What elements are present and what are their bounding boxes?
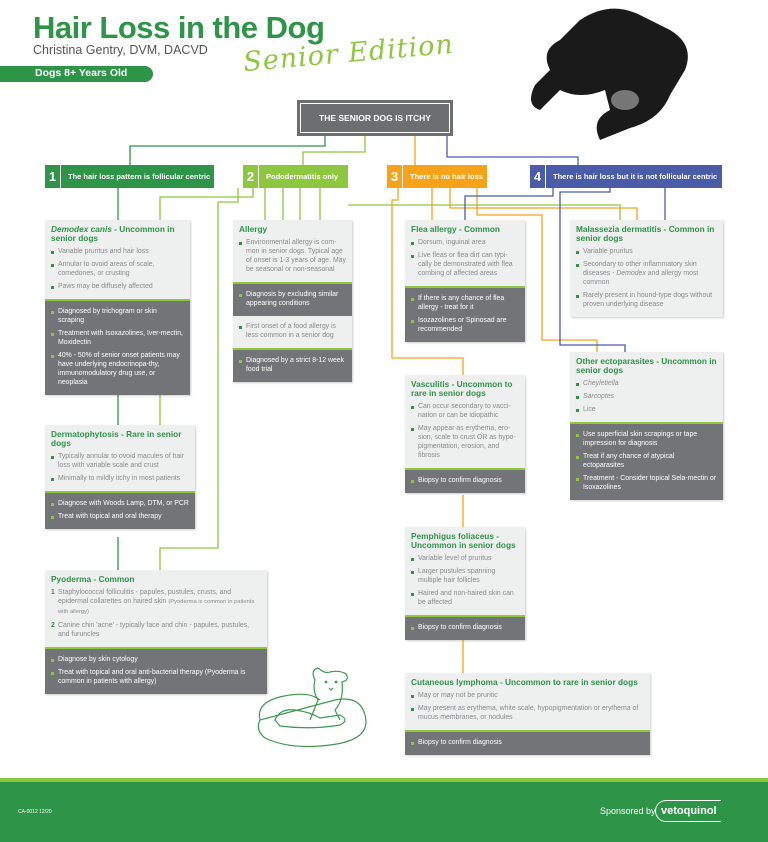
category-number: 3 [387,165,403,188]
author: Christina Gentry, DVM, DACVD [33,43,208,57]
card-title: Vasculitis - Uncommon to rare in senior dogs [411,379,513,398]
action-item: Diagnosed by a strict 8-12 week food trial [239,356,346,374]
sign-item: Annular to ovoid areas of scale, comedones, or crusting [51,260,184,278]
action-item: Diagnose with Woods Lamp, DTM, or PCR [51,499,189,508]
sign-item: Paws may be diffusely affected [51,282,184,291]
sign-item: Rarely present in hound-type dogs without proven underlying disease [576,291,717,309]
sign-item: Minimally to mildly itchy in most patients [51,474,189,483]
category-label: There is no hair loss [410,172,483,181]
action-item: Treatment with Isoxazolines, Iver-mectin, Moxidectin [51,329,184,347]
sign-item: Dorsum, inguinal area [411,238,519,247]
card-vasculitis [405,375,525,493]
card-title: Malassezia dermatitis - Common in senior dogs [576,224,715,243]
sign-item: May appear as erythema, ero-sion, scale to crust OR as hypo-pigmentation, erosion, and fibrosis [411,424,519,460]
sign-item: First onset of a food allergy is less common in a senior dog [239,322,346,340]
action-item: 40% - 50% of senior onset patients may have underlying endocrinopa-thy, immunomodulatory drug use, or neoplasia [51,351,184,387]
sign-item: Cheyletiella [576,379,717,388]
sign-item: May present as erythema, white scale, hypopigmentation or erythema of mucus membranes, or nodules [411,704,644,722]
sign-item: Variable pruritus [576,247,717,256]
card-allergy [233,220,352,382]
card-pemphigus [405,527,525,640]
sign-item: Larger pustules spanning multiple hair follicles [411,567,519,585]
card-title: Allergy [239,224,268,234]
card-title: Flea allergy - Common [411,224,500,234]
category-2 [243,165,348,188]
card-malassezia [570,220,723,317]
sign-item: Sarcoptes [576,392,717,401]
sponsored-by: Sponsored by [600,806,656,816]
category-label: The hair loss pattern is follicular centric [68,172,211,181]
document-code: CA-0012 12/20 [18,809,52,815]
action-item: Use superficial skin scrapings or tape impression for diagnosis [576,430,717,448]
card-title: Pyoderma - Common [51,574,135,584]
card-title: Pemphigus foliaceus - Uncommon in senior dogs [411,531,516,550]
card-title: Demodex canis - Uncommon in senior dogs [51,224,175,243]
category-number: 4 [530,165,546,188]
card-other-ectoparasites [570,352,723,500]
vetoquinol-logo: vetoquinol [655,800,721,822]
edition-label: Senior Edition [242,28,455,79]
sign-item: Environmental allergy is com-mon in senior dogs. Typical age of onset is 1-3 years of age. May be seasonal or non-seasonal [239,238,346,274]
page-title: Hair Loss in the Dog [33,10,325,45]
card-demodex [45,220,190,395]
sign-item: 2 Canine chin 'acne' - typically face and chin - papules, pustules, and furuncles [51,622,250,638]
category-number: 1 [45,165,61,188]
footer [0,778,768,842]
category-4 [530,165,722,188]
action-item: Treat if any chance of atypical ectoparasites [576,452,717,470]
card-title: Other ectoparasites - Uncommon in senior dogs [576,356,717,375]
sign-item: Variable level of pruritus [411,554,519,563]
category-3 [387,165,487,188]
root-node [297,100,453,136]
age-group-badge: Dogs 8+ Years Old [0,66,153,82]
action-item: If there is any chance of flea allergy - treat for it [411,294,519,312]
card-pyoderma [45,570,267,694]
sign-item: May or may not be pruritic [411,691,644,700]
card-flea-allergy [405,220,525,342]
action-item: Treat with topical and oral anti-bacterial therapy (Pyoderma is common in patients with allergy) [51,668,261,686]
root-label: THE SENIOR DOG IS ITCHY [300,103,450,133]
action-item: Biopsy to confirm diagnosis [411,476,519,485]
action-item: Diagnosis by excluding similar appearing conditions [239,290,346,308]
action-item: Biopsy to confirm diagnosis [411,738,644,747]
action-item: Treat with topical and oral therapy [51,512,189,521]
sign-item: Haired and non-haired skin can be affected [411,589,519,607]
card-title: Cutaneous lymphoma - Uncommon to rare in senior dogs [411,677,638,687]
sign-item: Variable pruritus and hair loss [51,247,184,256]
sign-item: Live fleas or flea dirt can typi-cally be demonstrated with flea combing of affected areas [411,251,519,278]
category-number: 2 [243,165,259,188]
sign-item: 1 Staphylococcal folliculitis - papules, pustules, crusts, and epidermal collarettes on haired skin (Pyoderma is common in patients with allergy) [51,589,255,615]
dog-bed-illustration [250,660,375,755]
action-item: Diagnose by skin cytology [51,655,261,664]
sign-item: Typically annular to ovoid macules of hair loss with variable scale and crust [51,452,189,470]
category-1 [45,165,214,188]
action-item: Biopsy to confirm diagnosis [411,623,519,632]
action-item: Treatment - Consider topical Sela-mectin or Isoxazolines [576,474,717,492]
sign-item: Lice [576,405,717,414]
card-cutaneous-lymphoma [405,673,650,755]
sign-item: Can occur secondary to vacci-nation or can be idiopathic [411,402,519,420]
category-label: There is hair loss but it is not follicular centric [553,172,718,181]
action-item: Diagnosed by trichogram or skin scraping [51,307,184,325]
card-title: Dermatophytosis - Rare in senior dogs [51,429,182,448]
card-dermatophytosis [45,425,195,529]
category-label: Pododermatitis only [266,172,339,181]
action-item: Isozazolines or Spinosad are recommended [411,316,519,334]
sign-item: Secondary to other inflammatory skin diseases - Demodex and allergy most common [576,260,717,287]
